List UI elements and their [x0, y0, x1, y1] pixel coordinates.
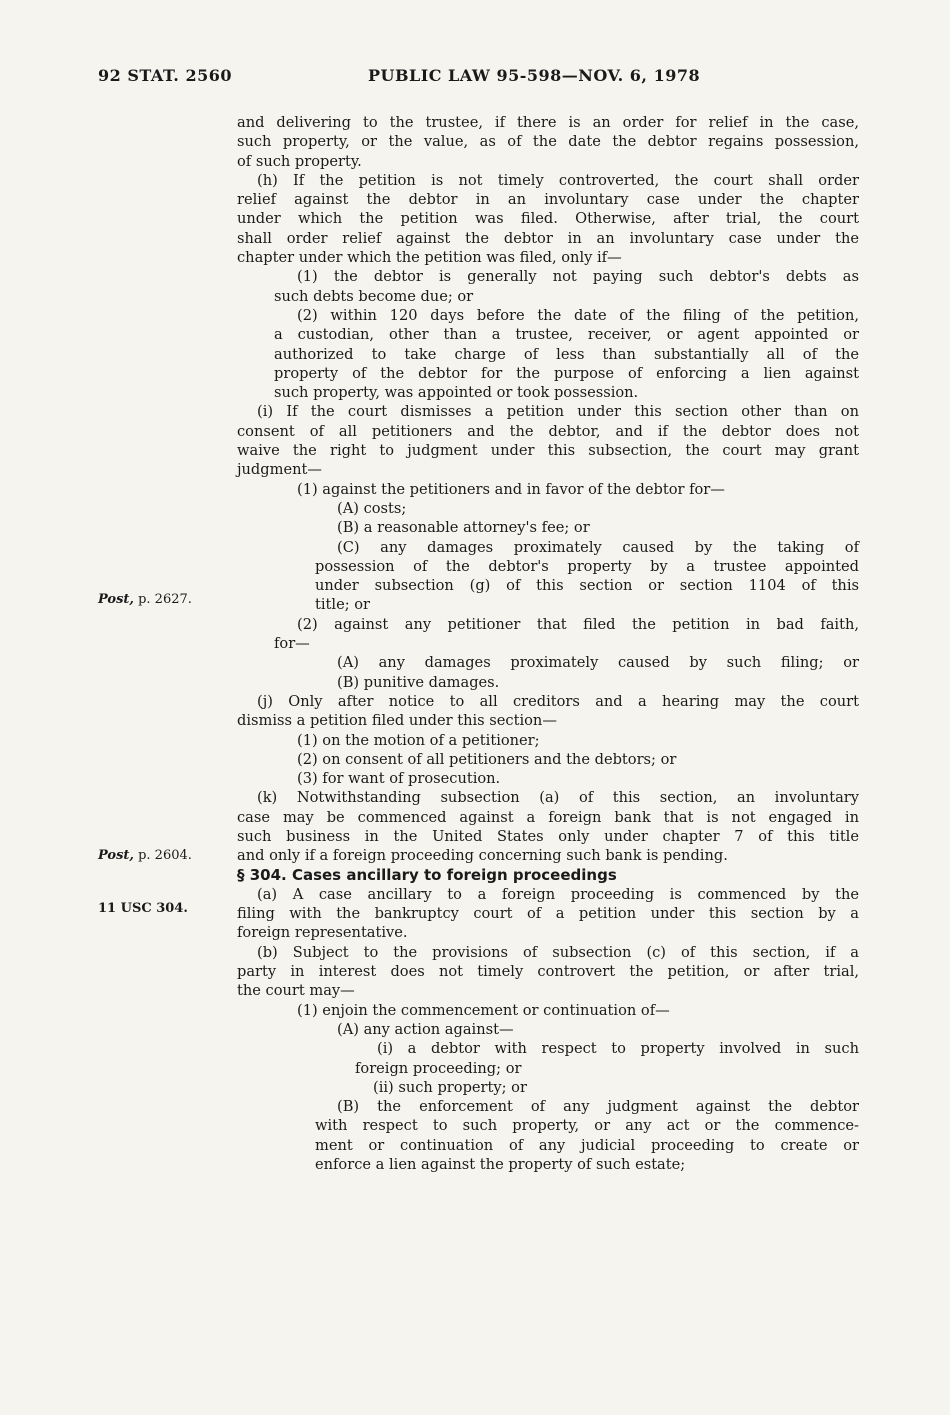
text-line: enforce a lien against the property of such estate;: [315, 1156, 686, 1174]
text-line: waive the right to judgment under this subsection, the court may grant: [237, 442, 859, 460]
text-line: authorized to take charge of less than substantially all of the: [274, 345, 859, 363]
text-line: under subsection (g) of this section or section 1104 of this: [315, 577, 859, 595]
text-line: (2) on consent of all petitioners and the debtors; or: [297, 750, 677, 768]
statute-page-citation: 92 STAT. 2560: [98, 66, 232, 85]
text-line: and delivering to the trustee, if there is an order for relief in the case,: [237, 114, 859, 131]
text-line: (B) punitive damages.: [337, 673, 500, 691]
text-line: judgment—: [237, 461, 322, 479]
text-line: shall order relief against the debtor in an involuntary case under the: [237, 229, 859, 247]
text-line: (j) Only after notice to all creditors and a hearing may the court: [257, 692, 859, 710]
margin-note-prefix: Post,: [98, 592, 134, 607]
text-line: for—: [274, 635, 310, 653]
text-line: case may be commenced against a foreign bank that is not engaged in: [237, 808, 859, 826]
text-line: with respect to such property, or any act or the commence-: [315, 1117, 859, 1135]
text-line: (3) for want of prosecution.: [297, 770, 501, 788]
text-line: possession of the debtor's property by a trustee appointed: [315, 557, 859, 575]
text-line: (1) the debtor is generally not paying such debtor's debts as: [297, 268, 859, 286]
text-line: (i) If the court dismisses a petition under this section other than on: [257, 403, 859, 421]
text-line: dismiss a petition filed under this section—: [237, 712, 557, 730]
text-line: (2) against any petitioner that filed the petition in bad faith,: [297, 615, 859, 633]
text-line: foreign representative.: [237, 924, 408, 942]
text-line: the court may—: [237, 982, 355, 1000]
text-line: (b) Subject to the provisions of subsection (c) of this section, if a: [257, 943, 859, 961]
margin-note-page: p. 2627.: [133, 592, 192, 607]
text-line: such property, was appointed or took possession.: [274, 384, 639, 402]
text-line: a custodian, other than a trustee, receiver, or agent appointed or: [274, 326, 859, 344]
text-line: and only if a foreign proceeding concerning such bank is pending.: [237, 847, 728, 865]
statute-body: [237, 113, 859, 1174]
text-line: such property, or the value, as of the date the debtor regains possession,: [237, 133, 859, 151]
text-line: (C) any damages proximately caused by the taking of: [337, 538, 859, 556]
text-line: such debts become due; or: [274, 287, 474, 305]
margin-note-post-2627: [98, 592, 192, 607]
text-line: (k) Notwithstanding subsection (a) of this section, an involuntary: [257, 789, 859, 807]
margin-note-usc-citation: 11 USC 304.: [98, 901, 188, 916]
section-heading: § 304. Cases ancillary to foreign proceedings: [237, 865, 617, 884]
text-line: (A) any damages proximately caused by such filing; or: [337, 654, 859, 672]
text-line: (h) If the petition is not timely controverted, the court shall order: [257, 171, 859, 189]
text-line: (A) costs;: [337, 499, 407, 517]
text-line: title; or: [315, 596, 371, 614]
text-line: party in interest does not timely controvert the petition, or after trial,: [237, 963, 859, 981]
text-line: ment or continuation of any judicial proceeding to create or: [315, 1136, 859, 1154]
text-line: (a) A case ancillary to a foreign proceeding is commenced by the: [257, 885, 859, 903]
text-line: under which the petition was filed. Otherwise, after trial, the court: [237, 210, 859, 228]
text-line: (B) a reasonable attorney's fee; or: [337, 519, 590, 537]
text-line: (1) against the petitioners and in favor of the debtor for—: [297, 480, 725, 498]
text-line: relief against the debtor in an involuntary case under the chapter: [237, 191, 859, 209]
text-line: (A) any action against—: [337, 1020, 514, 1038]
text-line: (i) a debtor with respect to property involved in such: [377, 1040, 859, 1058]
text-line: filing with the bankruptcy court of a petition under this section by a: [237, 905, 859, 923]
margin-note-post-2604: [98, 848, 192, 863]
text-line: such business in the United States only under chapter 7 of this title: [237, 827, 859, 845]
text-line: (2) within 120 days before the date of the filing of the petition,: [297, 306, 859, 324]
margin-note-page: p. 2604.: [133, 848, 192, 863]
text-line: (1) on the motion of a petitioner;: [297, 731, 540, 749]
text-line: (ii) such property; or: [373, 1078, 527, 1096]
text-line: chapter under which the petition was filed, only if—: [237, 249, 622, 267]
text-line: of such property.: [237, 152, 362, 170]
text-line: consent of all petitioners and the debtor, and if the debtor does not: [237, 422, 859, 440]
margin-note-prefix: Post,: [98, 848, 134, 863]
text-line: (1) enjoin the commencement or continuation of—: [297, 1001, 670, 1019]
text-line: foreign proceeding; or: [355, 1059, 522, 1077]
text-line: property of the debtor for the purpose of enforcing a lien against: [274, 364, 859, 382]
text-line: (B) the enforcement of any judgment against the debtor: [337, 1098, 859, 1116]
public-law-heading: PUBLIC LAW 95-598—NOV. 6, 1978: [368, 66, 701, 85]
